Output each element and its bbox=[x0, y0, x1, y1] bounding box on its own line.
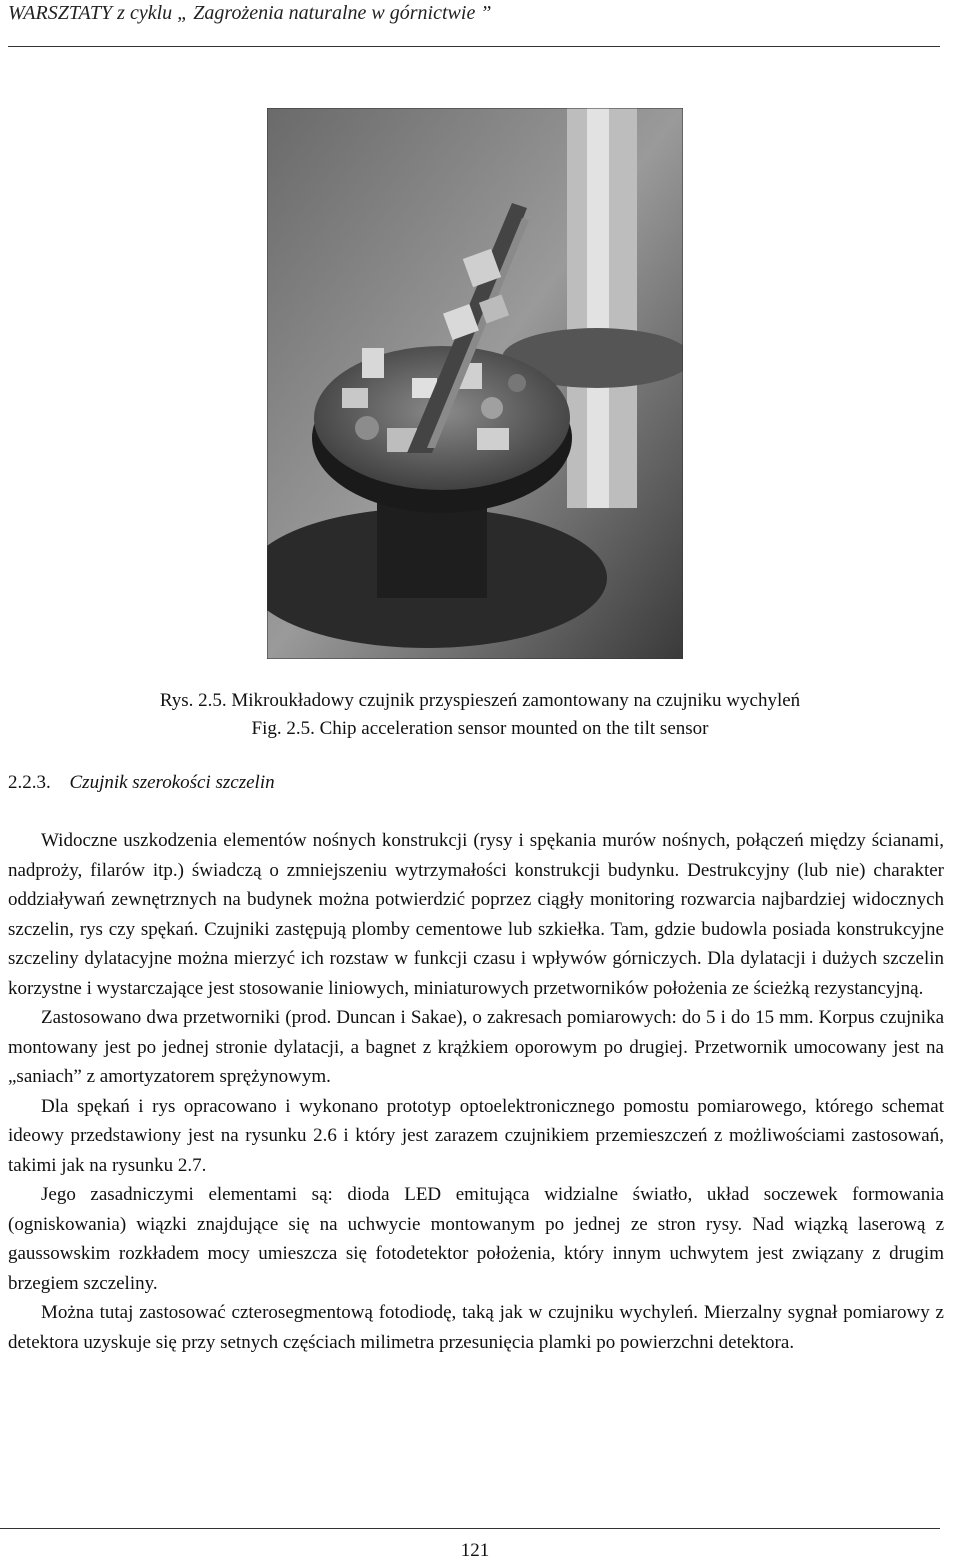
figure-caption-pl: Rys. 2.5. Mikroukładowy czujnik przyspieszeń zamontowany na czujniku wychyleń bbox=[159, 690, 801, 711]
paragraph: Jego zasadniczymi elementami są: dioda LED emitująca widzialne światło, układ soczewek formowania (ogniskowania) wiązki znajdujące się na uchwycie montowanym po jednej ze stron rysy. Nad wiązką laserową z gaussowskim rozkładem mocy umieszcza się fotodetektor położenia, który innym uchwytem jest związany z drugim brzegiem szczeliny. bbox=[8, 1184, 944, 1294]
section-number: 2.2.3. bbox=[8, 772, 51, 793]
page-number: 121 bbox=[460, 1540, 490, 1561]
section-title: Czujnik szerokości szczelin bbox=[69, 772, 275, 793]
running-header: WARSZTATY z cyklu „ Zagrożenia naturalne w górnictwie ” bbox=[8, 2, 492, 24]
paragraph: Dla spękań i rys opracowano i wykonano prototyp optoelektronicznego pomostu pomiarowego, którego schemat ideowy przedstawiony jest na rysunku 2.6 i który jest zarazem czujnikiem przemieszczeń z możliwościami zastosowań, takimi jak na rysunku 2.7. bbox=[8, 1095, 944, 1176]
figure-caption-en: Fig. 2.5. Chip acceleration sensor mounted on the tilt sensor bbox=[251, 718, 709, 739]
paragraph: Widoczne uszkodzenia elementów nośnych konstrukcji (rysy i spękania murów nośnych, połączeń między ścianami, nadproży, filarów itp.) świadczą o zmniejszeniu wytrzymałości konstrukcji budynku. Destrukcyjny (lub nie) charakter oddziaływań zewnętrznych na budynek można potwierdzić poprzez ciągły monitoring rozwarcia najbardziej widocznych szczelin, rys czy spękań. Czujniki zastępują plomby cementowe lub szkiełka. Tam, gdzie budowla posiada konstrukcyjne szczeliny dylatacyjne można mierzyć ich rozstaw w funkcji czasu i wpływów górniczych. Dla dylatacji i dużych szczelin korzystne i wystarczające jest stosowanie liniowych, miniaturowych przetworników położenia ze ścieżką rezystancyjną. bbox=[8, 830, 944, 999]
paragraph: Zastosowano dwa przetworniki (prod. Duncan i Sakae), o zakresach pomiarowych: do 5 i do 15 mm. Korpus czujnika montowany jest po jednej stronie dylatacji, a bagnet z krążkiem oporowym po drugiej. Przetwornik umocowany jest na „saniach” z amortyzatorem sprężynowym. bbox=[8, 1007, 944, 1087]
body-text bbox=[8, 826, 944, 1357]
paragraph: Można tutaj zastosować czterosegmentową fotodiodę, taką jak w czujniku wychyleń. Mierzalny sygnał pomiarowy z detektora uzyskuje się przy setnych częściach milimetra przesunięcia plamki po powierzchni detektora. bbox=[8, 1302, 944, 1353]
sensor-photo bbox=[267, 108, 683, 659]
header-rule bbox=[8, 46, 940, 47]
footer-rule bbox=[0, 1528, 940, 1529]
section-heading bbox=[8, 772, 275, 794]
